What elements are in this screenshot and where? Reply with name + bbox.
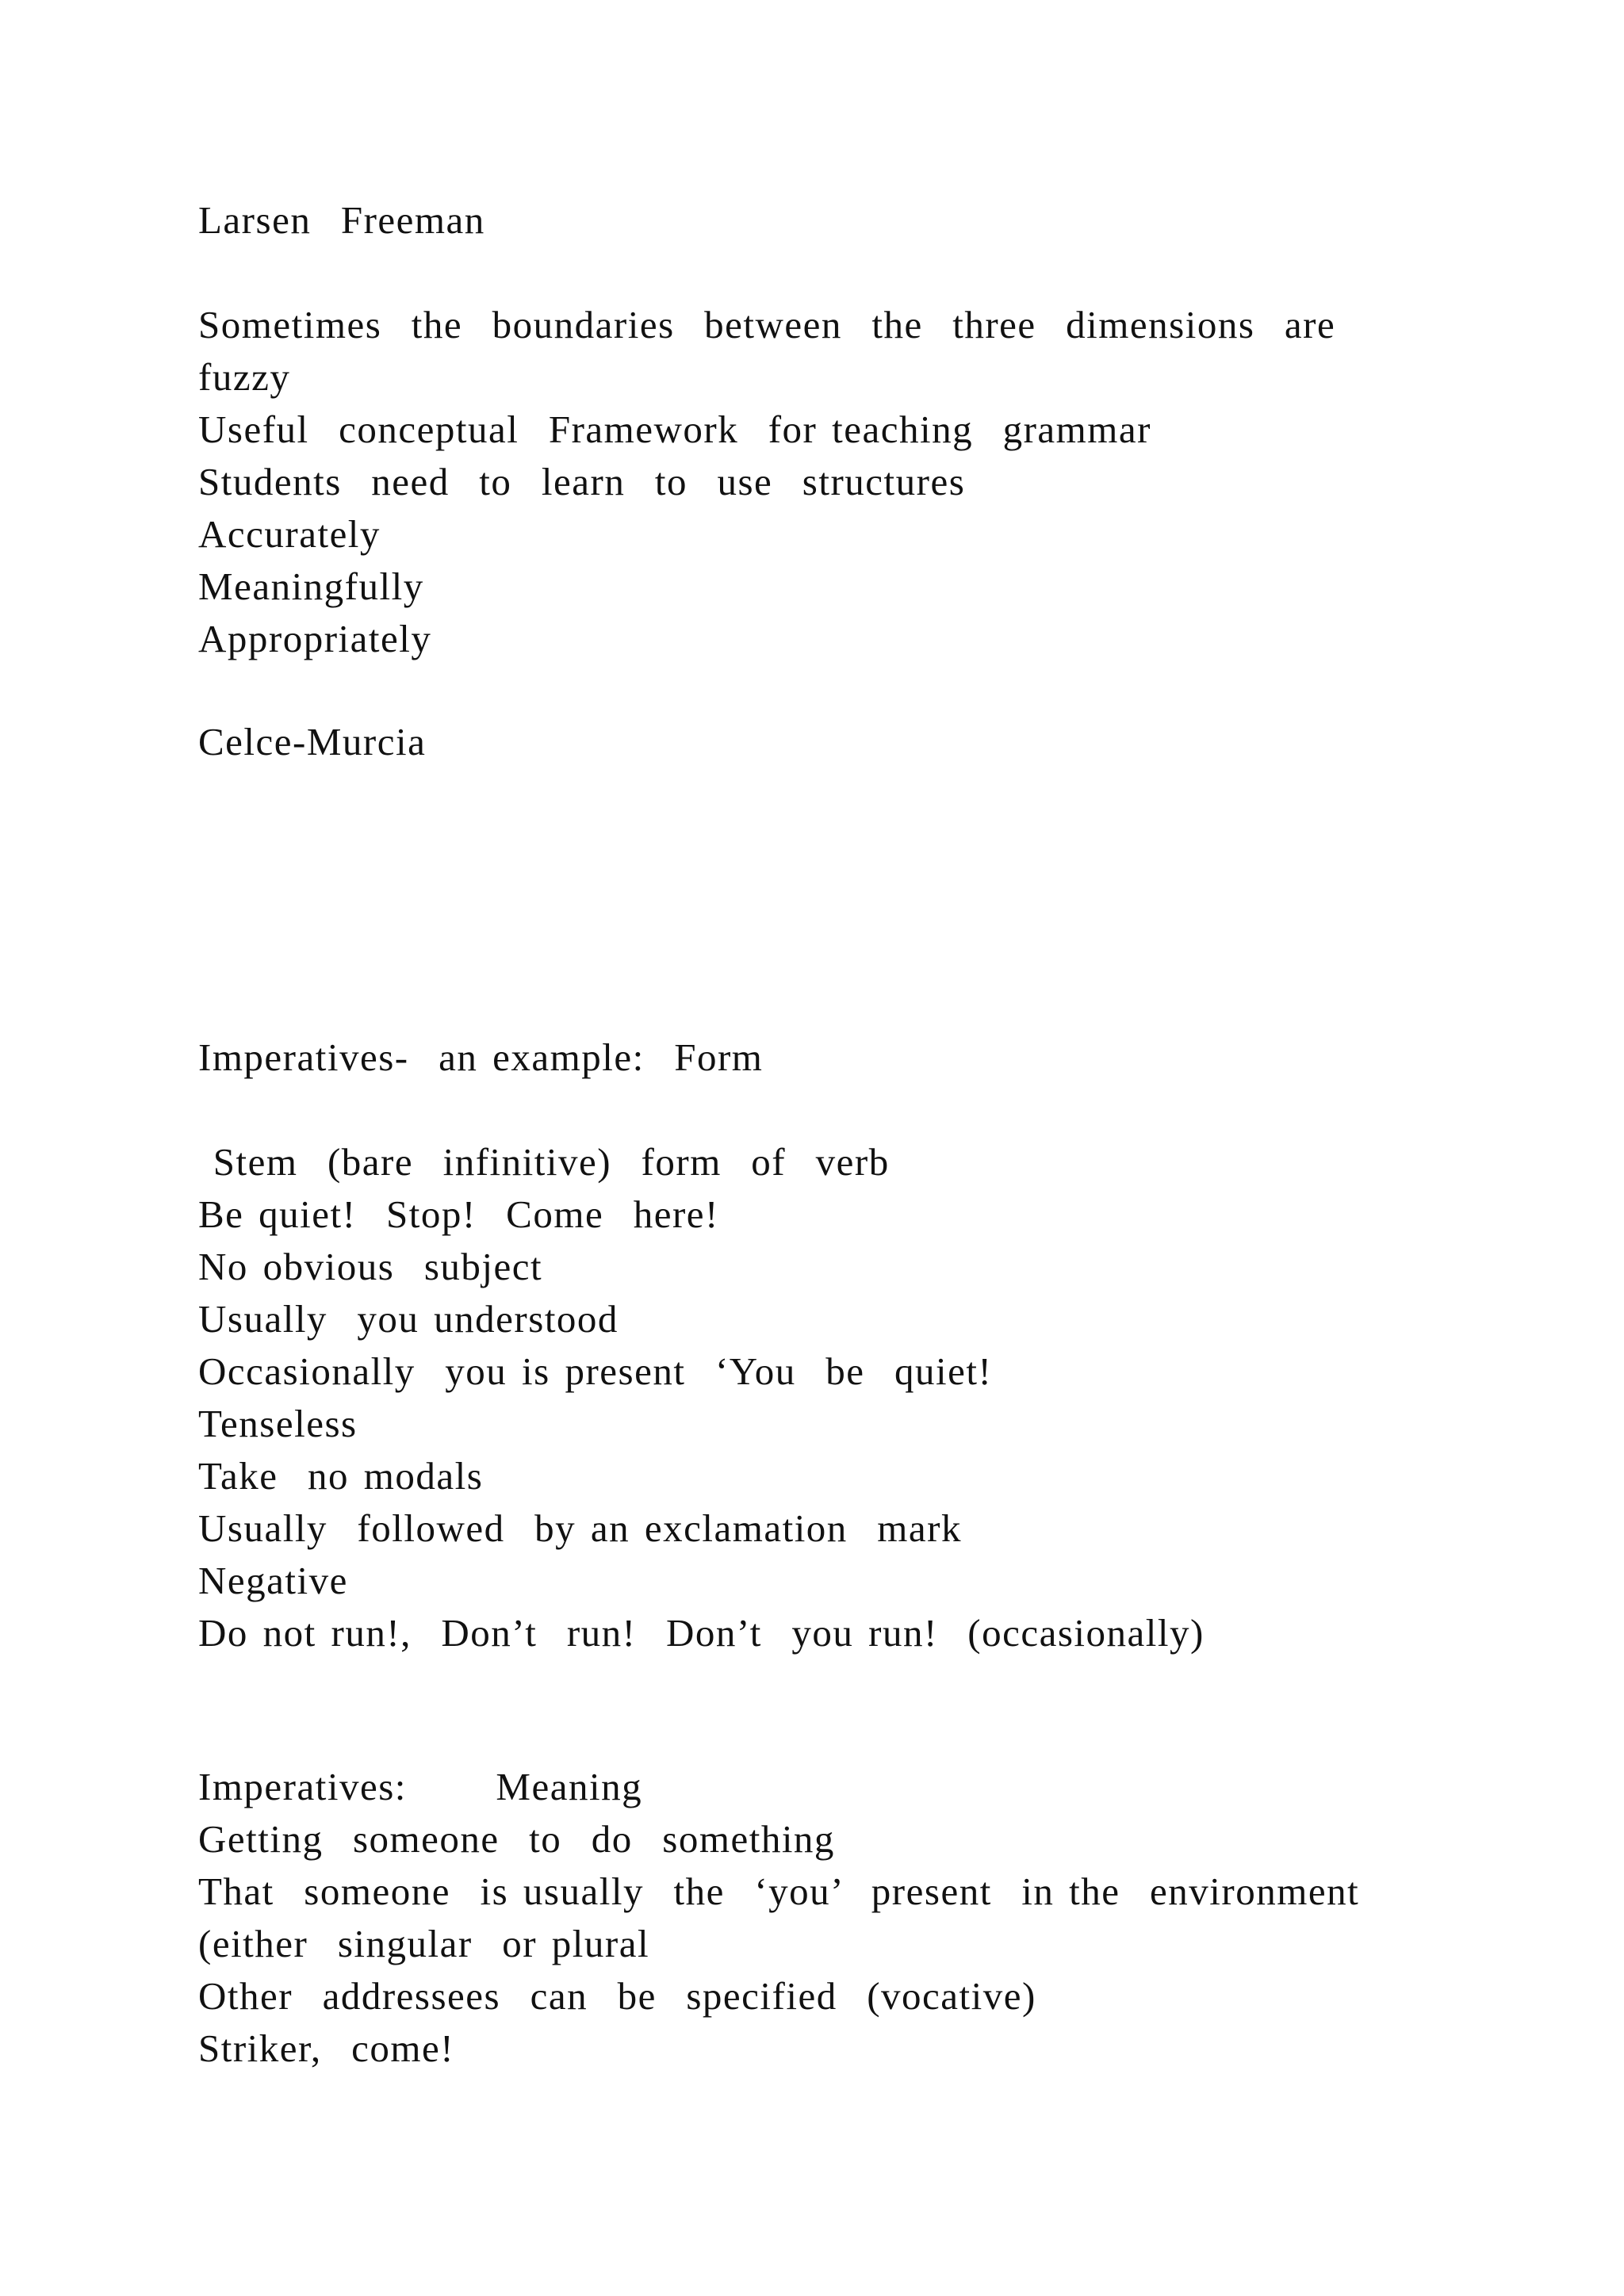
text-line: Useful conceptual Framework for teaching grammar xyxy=(198,408,1151,451)
text-line: No obvious subject xyxy=(198,1245,543,1288)
text-line: Other addressees can be specified (vocative) xyxy=(198,1974,1036,2018)
text-line: Students need to learn to use structures xyxy=(198,460,966,503)
text-line: Usually followed by an exclamation mark xyxy=(198,1506,962,1550)
text-line: Striker, come! xyxy=(198,2026,455,2070)
section-heading-imperatives-form: Imperatives- an example: Form xyxy=(198,1035,764,1079)
text-line: fuzzy xyxy=(198,355,291,399)
section-heading-imperatives-meaning: Imperatives: Meaning xyxy=(198,1765,643,1808)
text-line: Occasionally you is present ‘You be quiet! xyxy=(198,1349,993,1393)
text-line: Tenseless xyxy=(198,1402,358,1445)
section-heading-celce-murcia: Celce-Murcia xyxy=(198,720,427,763)
text-line: Getting someone to do something xyxy=(198,1817,835,1861)
text-line: Appropriately xyxy=(198,617,432,660)
section-heading-larsen-freeman: Larsen Freeman xyxy=(198,198,485,242)
text-line: Do not run!, Don’t run! Don’t you run! (occasionally) xyxy=(198,1611,1205,1655)
text-line: Accurately xyxy=(198,512,381,556)
text-line: Sometimes the boundaries between the three dimensions are xyxy=(198,303,1336,346)
text-line: Be quiet! Stop! Come here! xyxy=(198,1192,719,1236)
text-line: Stem (bare infinitive) form of verb xyxy=(198,1140,890,1184)
text-line: Negative xyxy=(198,1559,348,1602)
text-line: (either singular or plural xyxy=(198,1922,650,1965)
text-line: That someone is usually the ‘you’ present in the environment xyxy=(198,1869,1360,1913)
text-line: Usually you understood xyxy=(198,1297,619,1341)
text-line: Meaningfully xyxy=(198,564,424,608)
text-line: Take no modals xyxy=(198,1454,484,1498)
